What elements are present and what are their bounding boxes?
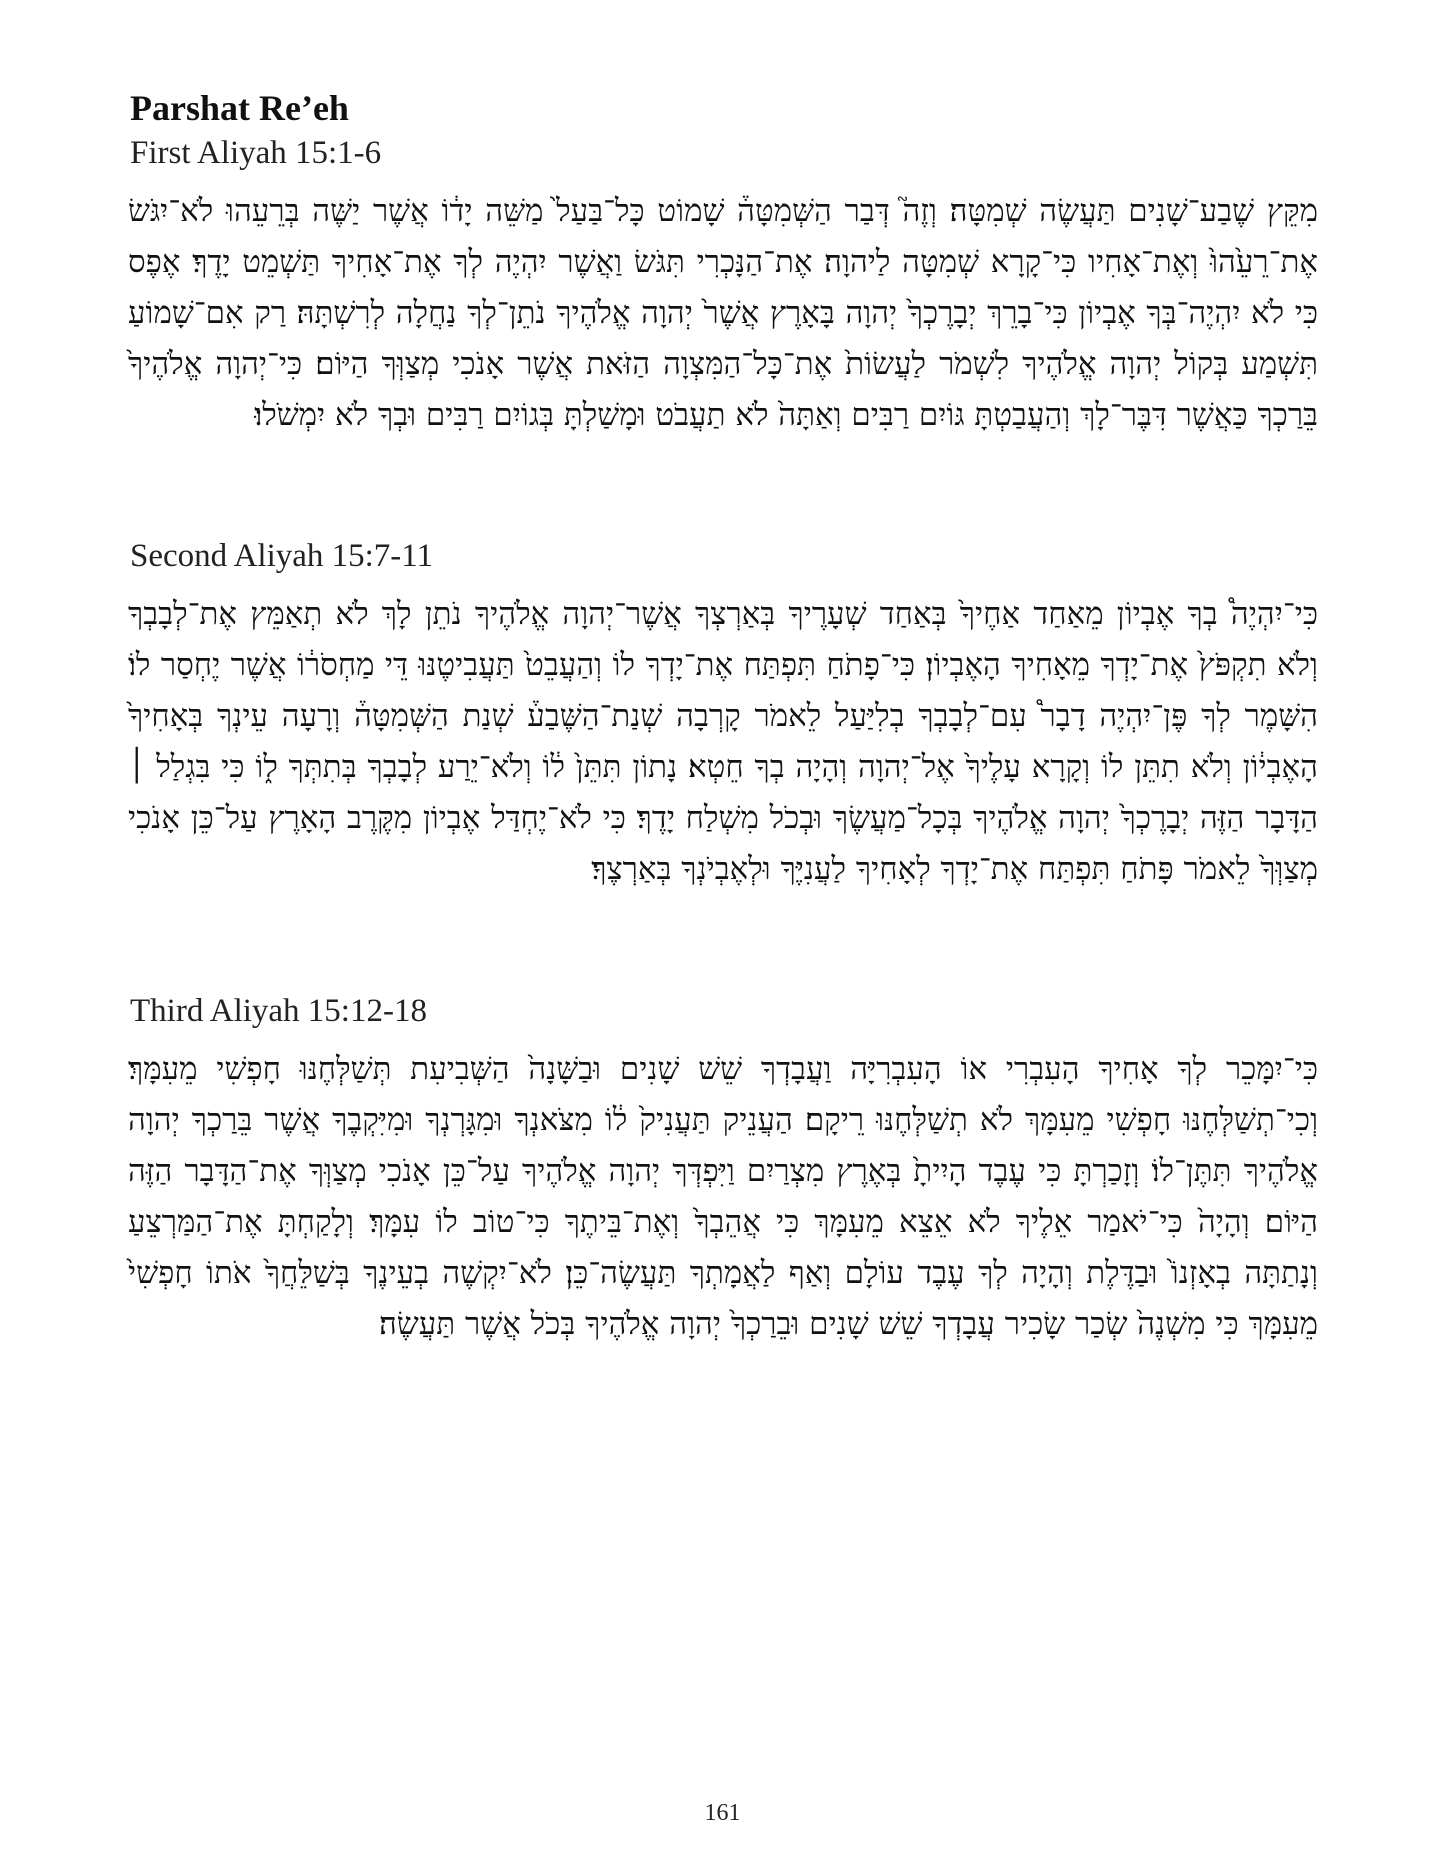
section-heading-second-aliyah: Second Aliyah 15:7-11 <box>130 538 434 574</box>
hebrew-text-second-aliyah: כִּי־יִהְיֶה֩ בְךָ אֶבְיוֹן מֵאַחַד אַחֶיךָ֙ בְּאַחַד שְׁעָרֶיךָ בְּאַרְצְךָ אֲשֶׁר־יְהוָה אֱלֹהֶיךָ נֹתֵן לָךְ לֹא תְאַמֵּץ אֶת־לְבָבְךָ וְלֹא תִקְפֹּץ֙ אֶת־יָדְךָ מֵאָחִיךָ הָאֶבְיוֹן׃ כִּי־פָתֹחַ תִּפְתַּח אֶת־יָדְךָ לוֹ וְהַעֲבֵט֙ תַּעֲבִיטֶנּוּ דֵּי מַחְסֹר֔וֹ אֲשֶׁר יֶחְסַר לוֹ׃ הִשָּׁמֶר לְךָ פֶּן־יִהְיֶה דָבָר֩ עִם־לְבָבְךָ בְלִיַּעַל לֵאמֹר קָרְבָה שְׁנַת־הַשֶּׁבַע֒ שְׁנַת הַשְּׁמִטָּה֒ וְרָעָה עֵינְךָ בְּאָחִיךָ֙ הָאֶבְי֔וֹן וְלֹא תִתֵּן לוֹ וְקָרָא עָלֶיךָ֙ אֶל־יְהוָה וְהָיָה בְךָ חֵטְא׃ נָתוֹן תִּתֵּן֙ ל֔וֹ וְלֹא־יֵרַע לְבָבְךָ בְּתִתְּךָ ל֑וֹ כִּי בִּגְלַל ׀ הַדָּבָר הַזֶּה יְבָרֶכְךָ֙ יְהוָה אֱלֹהֶיךָ בְּכָל־מַעֲשֶׂךָ וּבְכֹל מִשְׁלַח יָדֶךָ׃ כִּי לֹא־יֶחְדַּל אֶבְיוֹן מִקֶּרֶב הָאָרֶץ עַל־כֵּן אָנֹכִי מְצַוְּךָ֙ לֵאמֹר פָּתֹחַ תִּפְתַּח אֶת־יָדְךָ לְאָחִיךָ לַעֲנִיֶּךָ וּלְאֶבְיֹנְךָ בְּאַרְצֶךָ׃ <box>128 596 1318 887</box>
section-heading-third-aliyah: Third Aliyah 15:12-18 <box>130 993 427 1029</box>
hebrew-text-third-aliyah: כִּי־יִמָּכֵר לְךָ אָחִיךָ הָעִבְרִי אוֹ הָעִבְרִיָּה וַעֲבָדְךָ שֵׁשׁ שָׁנִים וּבַשָּׁנָה֙ הַשְּׁבִיעִת תְּשַׁלְּחֶנּוּ חָפְשִׁי מֵעִמָּךְ׃ וְכִי־תְשַׁלְּחֶנּוּ חָפְשִׁי מֵעִמָּךְ לֹא תְשַׁלְּחֶנּוּ רֵיקָם׃ הַעֲנֵיק תַּעֲנִיק֙ ל֔וֹ מִצֹּאנְךָ וּמִגָּרְנְךָ וּמִיִּקְבֶךָ אֲשֶׁר בֵּרַכְךָ יְהוָה אֱלֹהֶיךָ תִּתֶּן־לוֹ׃ וְזָכַרְתָּ כִּי עֶבֶד הָיִיתָ֙ בְּאֶרֶץ מִצְרַיִם וַיִּפְדְּךָ יְהוָה אֱלֹהֶיךָ עַל־כֵּן אָנֹכִי מְצַוְּךָ אֶת־הַדָּבָר הַזֶּה הַיּוֹם׃ וְהָיָה֙ כִּי־יֹאמַר אֵלֶיךָ לֹא אֵצֵא מֵעִמָּךְ כִּי אֲהֵבְךָ֙ וְאֶת־בֵּיתֶךָ כִּי־טוֹב לוֹ עִמָּךְ׃ וְלָקַחְתָּ אֶת־הַמַּרְצֵעַ וְנָתַתָּה בְאָזְנוֹ֙ וּבַדֶּלֶת וְהָיָה לְךָ עֶבֶד עוֹלָם וְאַף לַאֲמָתְךָ תַּעֲשֶׂה־כֵּן׃ לֹא־יִקְשֶׁה בְעֵינֶךָ בְּשַׁלֵּחֲךָ֙ אֹתוֹ חָפְשִׁי֙ מֵעִמָּךְ כִּי מִשְׁנֶה֙ שְׂכַר שָׂכִיר עֲבָדְךָ שֵׁשׁ שָׁנִים וּבֵרַכְךָ֙ יְהוָה אֱלֹהֶיךָ בְּכֹל אֲשֶׁר תַּעֲשֶׂה׃ <box>128 1051 1318 1342</box>
page-title: Parshat Re’eh <box>130 88 349 128</box>
page-number: 161 <box>704 1800 741 1826</box>
hebrew-text-first-aliyah: מִקֵּץ שֶׁבַע־שָׁנִים תַּעֲשֶׂה שְׁמִטָּה׃ וְזֶה֮ דְּבַר הַשְּׁמִטָּה֒ שָׁמוֹט כָּל־בַּעַל֙ מַשֵּׁה יָד֔וֹ אֲשֶׁר יַשֶּׁה בְּרֵעֵהוּ לֹא־יִגֹּשׂ אֶת־רֵעֵ֙הוּ֙ וְאֶת־אָחִיו כִּי־קָרָא שְׁמִטָּה לַיהוָה׃ אֶת־הַנָּכְרִי תִּגֹּשׂ וַאֲשֶׁר יִהְיֶה לְךָ אֶת־אָחִיךָ תַּשְׁמֵט יָדֶךָ׃ אֶפֶס כִּי לֹא יִהְיֶה־בְּךָ אֶבְיוֹן כִּי־בָרֵךְ יְבָרֶכְךָ֙ יְהוָה בָּאָרֶץ אֲשֶׁר֙ יְהוָה אֱלֹהֶיךָ נֹתֵן־לְךָ נַחֲלָה לְרִשְׁתָּהּ׃ רַק אִם־שָׁמוֹעַ תִּשְׁמַע בְּקוֹל יְהוָה אֱלֹהֶיךָ לִשְׁמֹר לַעֲשׂוֹת֙ אֶת־כָּל־הַמִּצְוָה הַזֹּאת אֲשֶׁר אָנֹכִי מְצַוְּךָ הַיּוֹם׃ כִּי־יְהוָה אֱלֹהֶיךָ֙ בֵּרַכְךָ כַּאֲשֶׁר דִּבֶּר־לָךְ וְהַעֲבַטְתָּ גּוֹיִם רַבִּים וְאַתָּה֙ לֹא תַעֲבֹט וּמָשַׁלְתָּ בְּגוֹיִם רַבִּים וּבְךָ לֹא יִמְשֹׁלוּ׃ <box>128 193 1318 433</box>
section-heading-first-aliyah: First Aliyah 15:1-6 <box>130 135 382 171</box>
